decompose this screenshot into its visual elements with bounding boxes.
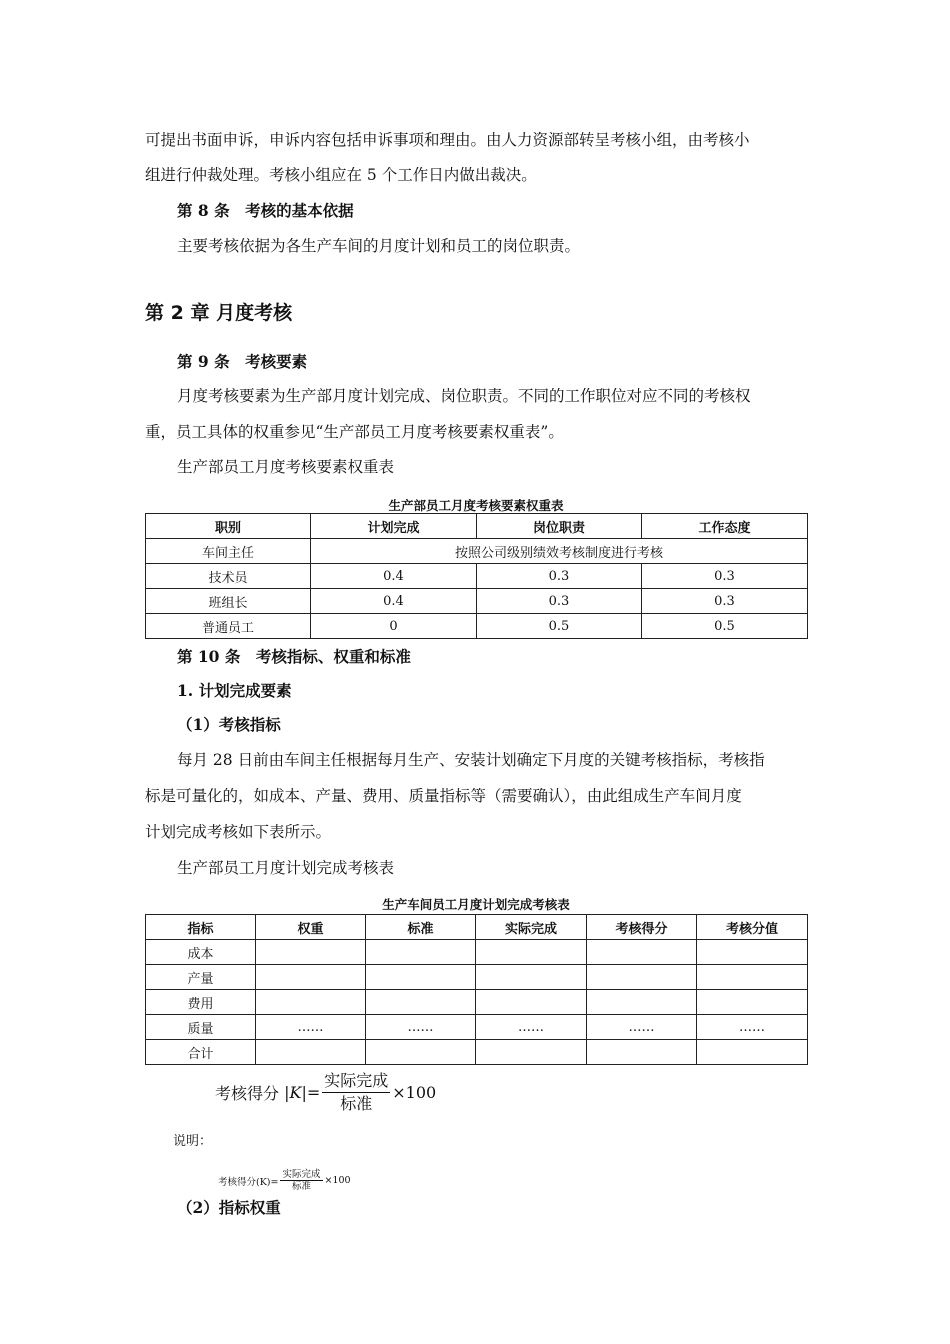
table-cell: 成本	[146, 940, 256, 965]
table-cell: ……	[587, 1015, 697, 1040]
table-cell	[476, 1040, 587, 1065]
article-8-heading: 第 8 条 考核的基本依据	[177, 201, 354, 220]
table-cell	[256, 1040, 366, 1065]
formula-lhs: 考核得分	[215, 1084, 280, 1103]
table-header-row	[146, 915, 808, 940]
table-header-cell: 考核分值	[697, 915, 808, 940]
table-cell: 0	[311, 614, 477, 639]
table-cell	[587, 965, 697, 990]
table-cell	[697, 990, 808, 1015]
paragraph-line: 组进行仲裁处理。考核小组应在 5 个工作日内做出裁决。	[145, 166, 537, 184]
table-header-cell: 岗位职责	[477, 514, 642, 539]
section-1-heading: 1. 计划完成要素	[177, 681, 292, 700]
table-row	[146, 940, 808, 965]
table-cell: 技术员	[146, 564, 311, 589]
table-cell: 车间主任	[146, 539, 311, 564]
table-cell	[697, 965, 808, 990]
table-cell: 0.4	[311, 589, 477, 614]
table-cell: 0.3	[477, 564, 642, 589]
paragraph-line: 重，员工具体的权重参见“生产部员工月度考核要素权重表”。	[145, 423, 564, 441]
paragraph-line: 生产部员工月度计划完成考核表	[177, 859, 395, 877]
table-cell	[476, 990, 587, 1015]
table-cell: 质量	[146, 1015, 256, 1040]
table-cell: ……	[476, 1015, 587, 1040]
chapter-2-heading: 第 2 章 月度考核	[145, 302, 293, 324]
table-row	[146, 1015, 808, 1040]
table-cell	[256, 990, 366, 1015]
formula-small-multiplier: ×100	[324, 1175, 351, 1186]
table-header-cell: 考核得分	[587, 915, 697, 940]
table2-caption: 生产车间员工月度计划完成考核表	[382, 897, 570, 912]
formula-small-lhs: 考核得分(K)=	[218, 1176, 279, 1188]
table-header-cell: 权重	[256, 915, 366, 940]
formula-fraction	[322, 1070, 390, 1115]
table-cell: 普通员工	[146, 614, 311, 639]
table-row	[146, 614, 808, 639]
note-label: 说明：	[173, 1134, 213, 1149]
weight-table	[145, 513, 808, 639]
table-cell	[587, 990, 697, 1015]
formula-variable: K	[289, 1083, 302, 1102]
subsection-2-heading: （2）指标权重	[177, 1198, 281, 1217]
formula-small-denominator: 标准	[291, 1181, 311, 1192]
formula-small-fraction	[280, 1169, 322, 1192]
table-header-cell: 工作态度	[642, 514, 808, 539]
table-cell	[587, 1040, 697, 1065]
table-cell	[587, 940, 697, 965]
table-row	[146, 1040, 808, 1065]
table-row	[146, 589, 808, 614]
table-cell	[256, 940, 366, 965]
table-cell: 0.5	[477, 614, 642, 639]
table-cell	[697, 1040, 808, 1065]
paragraph-line: 可提出书面申诉，申诉内容包括申诉事项和理由。由人力资源部转呈考核小组，由考核小	[145, 131, 750, 149]
table-header-cell: 实际完成	[476, 915, 587, 940]
table-cell	[366, 1040, 476, 1065]
paragraph-line: 主要考核依据为各生产车间的月度计划和员工的岗位职责。	[177, 237, 581, 255]
table-header-cell: 标准	[366, 915, 476, 940]
table1-caption: 生产部员工月度考核要素权重表	[388, 498, 564, 513]
table-header-cell: 职别	[146, 514, 311, 539]
table-cell: 0.3	[642, 564, 808, 589]
table-cell	[366, 965, 476, 990]
paragraph-line: 每月 28 日前由车间主任根据每月生产、安装计划确定下月度的关键考核指标，考核指	[177, 751, 765, 769]
table-cell	[476, 965, 587, 990]
table-cell: 0.5	[642, 614, 808, 639]
table-cell: 产量	[146, 965, 256, 990]
table-cell: ……	[256, 1015, 366, 1040]
table-row	[146, 965, 808, 990]
table-cell: 0.4	[311, 564, 477, 589]
table-cell: ……	[697, 1015, 808, 1040]
table-cell: 班组长	[146, 589, 311, 614]
table-header-row	[146, 514, 808, 539]
score-formula	[215, 1070, 436, 1115]
paragraph-line: 生产部员工月度考核要素权重表	[177, 458, 395, 476]
table-header-cell: 指标	[146, 915, 256, 940]
score-formula-small	[218, 1169, 351, 1192]
table-row	[146, 990, 808, 1015]
table-cell	[697, 940, 808, 965]
table-cell-merged: 按照公司级别绩效考核制度进行考核	[311, 539, 808, 564]
table-cell: ……	[366, 1015, 476, 1040]
table-cell	[366, 940, 476, 965]
table-cell: 0.3	[642, 589, 808, 614]
table-cell: 0.3	[477, 589, 642, 614]
table-cell	[476, 940, 587, 965]
article-9-heading: 第 9 条 考核要素	[177, 352, 308, 371]
paragraph-line: 计划完成考核如下表所示。	[145, 823, 332, 841]
formula-denominator: 标准	[340, 1094, 373, 1113]
table-cell	[366, 990, 476, 1015]
table-cell: 合计	[146, 1040, 256, 1065]
table-cell: 费用	[146, 990, 256, 1015]
formula-bar-left: |	[279, 1083, 290, 1102]
article-10-heading: 第 10 条 考核指标、权重和标准	[177, 647, 411, 666]
plan-completion-table	[145, 914, 808, 1065]
subsection-1-heading: （1）考核指标	[177, 715, 281, 734]
paragraph-line: 标是可量化的，如成本、产量、费用、质量指标等（需要确认），由此组成生产车间月度	[145, 787, 742, 805]
formula-small-numerator: 实际完成	[282, 1169, 321, 1180]
table-row	[146, 539, 808, 564]
table-header-cell: 计划完成	[311, 514, 477, 539]
table-cell	[256, 965, 366, 990]
formula-multiplier: ×100	[392, 1083, 437, 1102]
formula-bar-right: |=	[301, 1083, 321, 1102]
paragraph-line: 月度考核要素为生产部月度计划完成、岗位职责。不同的工作职位对应不同的考核权	[177, 387, 751, 405]
table-row	[146, 564, 808, 589]
formula-numerator: 实际完成	[322, 1070, 390, 1093]
